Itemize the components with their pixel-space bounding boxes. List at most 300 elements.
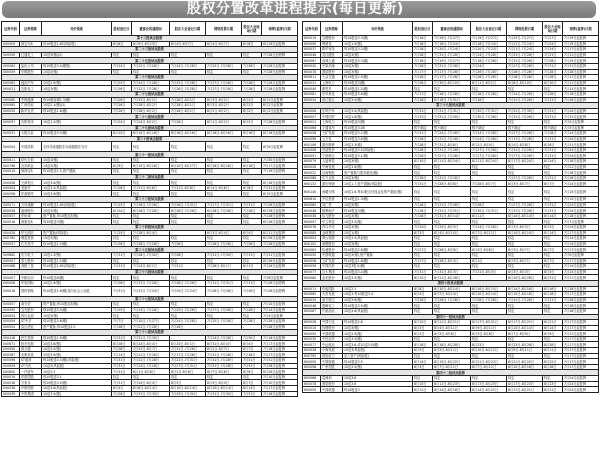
- online-voting-date-cell: 8月3日-8月4日: [206, 380, 242, 386]
- meeting-registration-date-cell: 8月11日-8月1日: [471, 80, 507, 86]
- record-date-cell: 待定: [112, 169, 132, 175]
- table-row: [2, 286, 298, 296]
- consideration-plan-cell: 资产置换,每10股送3(赠): [42, 213, 112, 219]
- communication-period-cell: 待定: [433, 308, 471, 314]
- stock-code-cell: 600040: [303, 86, 321, 92]
- table-row: [303, 286, 599, 292]
- meeting-date-cell: -: [242, 324, 262, 330]
- table-row: [303, 114, 599, 120]
- stock-code-cell: 600048: [303, 208, 321, 214]
- meeting-registration-date-cell: 7月27日-7月28日: [471, 147, 507, 153]
- communication-period-cell: 7月31日-8月8日: [433, 142, 471, 148]
- suspension-date-cell: 6月19日起复牌: [262, 41, 298, 47]
- stock-code-cell: 600028: [303, 320, 321, 326]
- consideration-plan-cell: 10送3.5(风险股): [343, 236, 413, 242]
- online-voting-date-cell: 7月31日-7月28日: [507, 97, 543, 103]
- online-voting-date-cell: 待定: [206, 374, 242, 380]
- meeting-date-cell: 8月14日: [543, 325, 563, 331]
- online-voting-date-cell: 8月4日-8月8日: [507, 142, 543, 148]
- online-voting-date-cell: 7月27日-7月28日: [507, 153, 543, 159]
- communication-period-cell: 8月11日-8月23日: [433, 381, 471, 387]
- suspension-date-cell: 8月5日起复牌: [262, 191, 298, 197]
- communication-period-cell: 待定: [433, 86, 471, 92]
- online-voting-date-cell: 8月10日-8月28日: [507, 275, 543, 281]
- meeting-date-cell: 7月30日: [242, 335, 262, 341]
- meeting-date-cell: 8月21日: [543, 320, 563, 326]
- record-date-cell: 8月14日: [413, 359, 433, 365]
- stock-code-cell: 600106: [303, 142, 321, 148]
- communication-period-cell: 7月27日-7月28日: [433, 153, 471, 159]
- meeting-registration-date-cell: 8月17日-8月23日: [471, 381, 507, 387]
- record-date-cell: 7月18日: [413, 41, 433, 47]
- communication-period-cell: 7月17日-7月28日: [433, 69, 471, 75]
- stock-code-cell: 600051: [303, 153, 321, 159]
- record-date-cell: 7月31日: [413, 114, 433, 120]
- table-row: [2, 41, 298, 47]
- consideration-plan-cell: 每10股送3(赠): [343, 119, 413, 125]
- stock-code-cell: 600081: [303, 91, 321, 97]
- online-voting-date-cell: 7月26日-7月28日: [507, 75, 543, 81]
- table-row: [303, 97, 599, 103]
- communication-period-cell: 待定: [433, 164, 471, 170]
- meeting-registration-date-cell: 7月18日: [471, 97, 507, 103]
- suspension-date-cell: 7月18日起复牌: [563, 308, 599, 314]
- meeting-date-cell: 待定: [242, 69, 262, 75]
- meeting-date-cell: 8月21日: [543, 387, 563, 393]
- meeting-registration-date-cell: 7月28日-8月1日: [170, 108, 206, 114]
- consideration-plan-cell: 10送3(赠): [343, 159, 413, 165]
- meeting-registration-date-cell: 7月28日-7月28日: [471, 297, 507, 303]
- meeting-date-cell: 7月28日: [543, 91, 563, 97]
- consideration-plan-cell: 10送1.6,每10股支付现金及资产重组(赠): [343, 187, 413, 197]
- consideration-plan-cell: 每10股送3(赠): [343, 80, 413, 86]
- stock-code-cell: 000016: [2, 286, 20, 296]
- consideration-plan-cell: 每10股送3.3(赠): [42, 131, 112, 137]
- table-row: [303, 75, 599, 81]
- record-date-cell: 7月31日: [112, 286, 132, 296]
- meeting-registration-date-cell: -: [170, 230, 206, 236]
- online-voting-date-cell: 待定: [206, 69, 242, 75]
- online-voting-date-cell: 7月27日-7月28日: [206, 80, 242, 86]
- consideration-plan-cell: 10送3.6(赠): [343, 297, 413, 303]
- meeting-registration-date-cell: 待定: [471, 197, 507, 203]
- consideration-plan-cell: 资产置换与债务重组(赠): [343, 170, 413, 176]
- stock-code-cell: 600056: [303, 264, 321, 270]
- online-voting-date-cell: 8月31日-8月4日: [206, 341, 242, 347]
- consideration-plan-cell: 每10股送3(赠): [42, 219, 112, 225]
- consideration-plan-cell: 10送3.6(风险股): [343, 308, 413, 314]
- communication-period-cell: 待定: [433, 236, 471, 242]
- record-date-cell: 7月31日: [112, 264, 132, 270]
- stock-code-cell: 000058: [2, 180, 20, 186]
- record-date-cell: 8月4日: [413, 292, 433, 298]
- section-label: 第三十八批试点股票: [2, 330, 298, 336]
- consideration-plan-cell: 每10股送3.5(赠): [42, 307, 112, 313]
- consideration-plan-cell: 10送3(赠): [343, 325, 413, 331]
- table-row: [2, 386, 298, 392]
- online-voting-date-cell: 7月31日-7月30日: [206, 252, 242, 258]
- stock-code-cell: 000019: [2, 374, 20, 380]
- online-voting-date-cell: 7月25日-7月27日: [507, 36, 543, 42]
- stock-name-cell: 莱钢股份: [321, 241, 343, 247]
- record-date-cell: 8月3日: [413, 230, 433, 236]
- online-voting-date-cell: 8月10日-8月14日: [206, 386, 242, 392]
- meeting-registration-date-cell: 7月24日-7月28日: [471, 131, 507, 137]
- suspension-date-cell: 7月28日起复牌: [563, 97, 599, 103]
- communication-period-cell: 待定: [132, 191, 170, 197]
- stock-name-cell: 中原高速: [321, 63, 343, 69]
- meeting-date-cell: 7月31日: [242, 252, 262, 258]
- stock-code-cell: 600132: [303, 181, 321, 187]
- communication-period-cell: 8月8日-8月14日: [132, 386, 170, 392]
- stock-name-cell: 博盈投资: [20, 236, 42, 242]
- stock-code-cell: 600038: [303, 213, 321, 219]
- record-date-cell: 待定: [413, 119, 433, 125]
- suspension-date-cell: 7月28日起复牌: [262, 80, 298, 86]
- suspension-date-cell: 7月31日起复牌: [262, 185, 298, 191]
- stock-name-cell: 华锦股份: [20, 69, 42, 75]
- record-date-cell: 7月28日: [413, 136, 433, 142]
- consideration-plan-cell: 每10股送1.5(赠): [42, 258, 112, 264]
- table-row: [2, 163, 298, 169]
- table-row: [2, 103, 298, 109]
- stock-name-cell: 辽通化工: [20, 52, 42, 58]
- record-date-cell: 7月28日: [413, 147, 433, 153]
- stock-code-cell: 600083: [303, 247, 321, 253]
- consideration-plan-cell: 每10股送3.08: [343, 125, 413, 131]
- meeting-registration-date-cell: 7月28日: [471, 202, 507, 208]
- meeting-date-cell: 7月31日: [543, 147, 563, 153]
- communication-period-cell: 8月7日-8月11日: [433, 364, 471, 370]
- meeting-registration-date-cell: -: [471, 275, 507, 281]
- stock-code-cell: 600058: [303, 258, 321, 264]
- meeting-date-cell: 7月28日: [242, 286, 262, 296]
- table-row: [303, 175, 599, 181]
- meeting-date-cell: 8月8日: [543, 142, 563, 148]
- stock-name-cell: 深深宝A: [20, 169, 42, 175]
- record-date-cell: 待定: [413, 187, 433, 197]
- section-label: 第二十七批试点股票: [2, 91, 298, 97]
- suspension-date-cell: 7月17日起复牌: [563, 336, 599, 342]
- meeting-registration-date-cell: 待定: [471, 252, 507, 258]
- suspension-date-cell: 7月17日起复牌: [563, 320, 599, 326]
- communication-period-cell: 7月28日-8月8日: [433, 247, 471, 253]
- record-date-cell: 待定: [413, 197, 433, 203]
- communication-period-cell: 7月31日-7月28日: [132, 280, 170, 286]
- online-voting-date-cell: 7月31日-7月28日: [507, 136, 543, 142]
- stock-code-cell: 600090: [303, 41, 321, 47]
- suspension-date-cell: 7月31日起复牌: [262, 252, 298, 258]
- stock-code-cell: 000796: [2, 163, 20, 169]
- meeting-date-cell: 8月7日: [543, 258, 563, 264]
- stock-name-cell: 宇通客车: [321, 125, 343, 131]
- meeting-registration-date-cell: 待定: [471, 241, 507, 247]
- suspension-date-cell: 7月21日起复牌: [563, 164, 599, 170]
- suspension-date-cell: 6月26日起复牌: [262, 208, 298, 214]
- meeting-registration-date-cell: -: [170, 335, 206, 341]
- suspension-date-cell: 7月19日起复牌: [563, 36, 599, 42]
- consideration-plan-cell: 10送3.3: [42, 369, 112, 375]
- table-row: [303, 364, 599, 370]
- online-voting-date-cell: 待定: [507, 241, 543, 247]
- meeting-registration-date-cell: 7月26日-7月28日: [170, 86, 206, 92]
- suspension-date-cell: 7月24日起复牌: [563, 387, 599, 393]
- stock-name-cell: 中远航运: [321, 342, 343, 348]
- meeting-registration-date-cell: 7月28日-8月1日: [170, 97, 206, 103]
- online-voting-date-cell: 7月31日-7月28日: [507, 147, 543, 153]
- online-voting-date-cell: 待定: [206, 219, 242, 225]
- record-date-cell: 7月28日: [413, 175, 433, 181]
- stock-name-cell: 福田汽车: [20, 80, 42, 86]
- suspension-date-cell: 8月16日起复牌: [262, 131, 298, 137]
- suspension-date-cell: 7月18日起复牌: [563, 159, 599, 165]
- online-voting-date-cell: 6月4日-6月7日: [206, 41, 242, 47]
- meeting-date-cell: 7月28日: [242, 63, 262, 69]
- meeting-registration-date-cell: 待定: [471, 164, 507, 170]
- stock-name-cell: 澄星股份: [321, 69, 343, 75]
- meeting-registration-date-cell: 8月16日-8月16日: [170, 131, 206, 137]
- meeting-registration-date-cell: 7月30日-7月28日: [471, 114, 507, 120]
- stock-code-cell: 000009: [2, 318, 20, 324]
- communication-period-cell: 7月21日-7月28日: [132, 352, 170, 358]
- suspension-date-cell: 7月28日起复牌: [262, 119, 298, 125]
- online-voting-date-cell: 7月27日-7月28日: [206, 86, 242, 92]
- stock-code-cell: 600021: [303, 80, 321, 86]
- online-voting-date-cell: 7月31日-7月28日: [507, 52, 543, 58]
- communication-period-cell: 待定: [132, 142, 170, 152]
- stock-name-cell: 华立科技: [321, 219, 343, 225]
- meeting-date-cell: 7月31日: [543, 297, 563, 303]
- record-date-cell: 7月14日: [112, 352, 132, 358]
- communication-period-cell: 7月31日-7月31日: [433, 208, 471, 214]
- consideration-plan-cell: 10送3.6(赠): [42, 180, 112, 186]
- record-date-cell: 7月31日: [413, 131, 433, 137]
- communication-period-cell: 7月24日-8月1日: [132, 264, 170, 270]
- meeting-registration-date-cell: 7月28日-8月7日: [471, 181, 507, 187]
- online-voting-date-cell: 7月24日-7月28日: [206, 335, 242, 341]
- meeting-registration-date-cell: 7月24日-7月28日: [471, 136, 507, 142]
- stock-name-cell: 民生投资: [20, 335, 42, 341]
- online-voting-date-cell: 8月17日-8月23日: [507, 381, 543, 387]
- table-row: [303, 213, 599, 219]
- suspension-date-cell: 7月28日起复牌: [262, 202, 298, 208]
- meeting-date-cell: 8月7日: [242, 380, 262, 386]
- communication-period-cell: 待定: [132, 275, 170, 281]
- consideration-plan-cell: 每10股送1.5,资产置换: [42, 169, 112, 175]
- consideration-plan-cell: 10送3.5(赠): [42, 391, 112, 397]
- meeting-registration-date-cell: 7月28日: [170, 252, 206, 258]
- table-row: [2, 335, 298, 341]
- consideration-plan-cell: 每10股送3.2(赠): [343, 47, 413, 53]
- meeting-date-cell: 7月28日: [242, 208, 262, 214]
- stock-code-cell: 000682: [2, 252, 20, 258]
- record-date-cell: 7月31日: [112, 369, 132, 375]
- record-date-cell: 7月28日: [413, 213, 433, 219]
- stock-name-cell: 广州药业: [20, 103, 42, 109]
- column-header: 证券代码: [303, 22, 321, 36]
- communication-period-cell: 7月31日-7月30日: [132, 335, 170, 341]
- section-label: 第十三批试点股票: [2, 36, 298, 42]
- table-row: [303, 258, 599, 264]
- consideration-plan-cell: 每10股送3.5(赠): [42, 380, 112, 386]
- meeting-registration-date-cell: 7月24日-7月28日: [170, 318, 206, 324]
- stock-name-cell: 武汉健民: [321, 52, 343, 58]
- stock-name-cell: 零七股份: [20, 258, 42, 264]
- stock-code-cell: 600102: [303, 241, 321, 247]
- page-title: 股权分置改革进程提示(每日更新): [187, 1, 404, 17]
- stock-code-cell: 000007: [2, 258, 20, 264]
- communication-period-cell: 7月31日-7月28日: [433, 114, 471, 120]
- meeting-registration-date-cell: 7月18日-7月24日: [471, 41, 507, 47]
- communication-period-cell: 6月26日-7月28日: [132, 208, 170, 214]
- consideration-plan-cell: 10送3(赠): [42, 236, 112, 242]
- suspension-date-cell: 7月24日起复牌: [563, 136, 599, 142]
- meeting-date-cell: 7月31日: [543, 63, 563, 69]
- meeting-date-cell: 7月28日: [543, 131, 563, 137]
- stock-name-cell: 中海发展: [321, 164, 343, 170]
- table-row: [303, 275, 599, 281]
- online-voting-date-cell: 8月7日-8月8日: [206, 369, 242, 375]
- stock-name-cell: 中国国贸: [321, 114, 343, 120]
- meeting-registration-date-cell: 6月4日-6月7日: [170, 41, 206, 47]
- consideration-plan-cell: 每10股送3.6(赠): [343, 91, 413, 97]
- suspension-date-cell: 7月17日起复牌: [262, 352, 298, 358]
- online-voting-date-cell: 8月10日-8月16日: [507, 364, 543, 370]
- meeting-registration-date-cell: 待定: [471, 303, 507, 309]
- meeting-date-cell: 8月2日: [242, 119, 262, 125]
- stock-name-cell: 深天健: [20, 346, 42, 352]
- communication-period-cell: 7月21日-7月28日: [433, 202, 471, 208]
- stock-name-cell: 中国联通: [321, 252, 343, 258]
- stock-name-cell: 美丽华: [20, 185, 42, 191]
- meeting-registration-date-cell: 7月24日-7月28日: [170, 63, 206, 69]
- suspension-date-cell: 8月2日起复牌: [262, 108, 298, 114]
- table-row: [2, 131, 298, 137]
- stock-name-cell: 东风汽车: [321, 108, 343, 114]
- suspension-date-cell: 7月7日起复牌: [563, 219, 599, 225]
- suspension-date-cell: 7月26日起复牌: [262, 264, 298, 270]
- meeting-date-cell: 待定: [543, 197, 563, 203]
- record-date-cell: 待定: [112, 180, 132, 186]
- record-date-cell: 7月31日: [112, 335, 132, 341]
- meeting-date-cell: 8月9日: [543, 331, 563, 337]
- stock-name-cell: 华联控股: [20, 386, 42, 392]
- suspension-date-cell: 7月28日起停牌: [262, 280, 298, 286]
- consideration-plan-cell: 10送3(风险股): [343, 348, 413, 354]
- record-date-cell: 7月31日: [413, 108, 433, 114]
- meeting-date-cell: 7月31日: [543, 136, 563, 142]
- consideration-plan-cell: 资产置换(风险股): [42, 230, 112, 236]
- suspension-date-cell: 7月24日起复牌: [563, 131, 599, 137]
- stock-code-cell: 600665: [303, 292, 321, 298]
- suspension-date-cell: 7月28日起复牌: [563, 297, 599, 303]
- communication-period-cell: 8月10日-8月16日: [132, 163, 170, 169]
- table-row: [303, 80, 599, 86]
- stock-name-cell: 华天酒店: [20, 230, 42, 236]
- stock-name-cell: ST天化: [20, 363, 42, 369]
- meeting-date-cell: 待定: [242, 258, 262, 264]
- table-row: [2, 86, 298, 92]
- record-date-cell: 7月31日: [112, 380, 132, 386]
- suspension-date-cell: 8月11日起复牌: [262, 230, 298, 236]
- meeting-date-cell: 7月28日: [242, 352, 262, 358]
- meeting-date-cell: 7月31日: [242, 363, 262, 369]
- stock-name-cell: 歌华有线: [321, 47, 343, 53]
- communication-period-cell: 7月22日-7月28日: [132, 358, 170, 364]
- stock-code-cell: 600086: [303, 175, 321, 181]
- stock-code-cell: 000009: [2, 41, 20, 47]
- communication-period-cell: 8月10日-8月16日: [132, 131, 170, 137]
- stock-code-cell: 000050: [2, 108, 20, 114]
- online-voting-date-cell: 待定: [206, 52, 242, 58]
- stock-code-cell: 600010: [303, 325, 321, 331]
- meeting-registration-date-cell: 待定: [170, 374, 206, 380]
- suspension-date-cell: 7月18日起复牌: [563, 175, 599, 181]
- online-voting-date-cell: 8月10日-8月14日: [507, 325, 543, 331]
- table-row: [303, 47, 599, 53]
- online-voting-date-cell: 8月3日-8月7日: [507, 258, 543, 264]
- stock-name-cell: 华润锦华: [20, 191, 42, 197]
- table-row: [303, 136, 599, 142]
- suspension-date-cell: 7月31日起复牌: [563, 114, 599, 120]
- suspension-date-cell: 7月18日起复牌: [563, 286, 599, 292]
- consideration-plan-cell: 10送3.6,或10送3.5(赠): [343, 342, 413, 348]
- online-voting-date-cell: 待定: [206, 142, 242, 152]
- meeting-registration-date-cell: 7月28日: [170, 241, 206, 247]
- meeting-registration-date-cell: 8月10日-8月14日: [170, 386, 206, 392]
- communication-period-cell: 7月24日-8月2日: [132, 119, 170, 125]
- stock-name-cell: 包钢股份: [321, 325, 343, 331]
- communication-period-cell: 待定: [132, 213, 170, 219]
- meeting-registration-date-cell: 待定: [471, 336, 507, 342]
- meeting-date-cell: 待定: [242, 374, 262, 380]
- stock-name-cell: 国恒铁路: [20, 286, 42, 296]
- stock-code-cell: 600046: [303, 52, 321, 58]
- stock-code-cell: 600026: [303, 164, 321, 170]
- suspension-date-cell: 8月26日起复牌: [262, 369, 298, 375]
- consideration-plan-cell: 10送3(赠): [343, 52, 413, 58]
- meeting-registration-date-cell: 待定: [170, 142, 206, 152]
- record-date-cell: 7月27日: [413, 258, 433, 264]
- meeting-registration-date-cell: 8月23日: [471, 342, 507, 348]
- communication-period-cell: 待定: [132, 69, 170, 75]
- suspension-date-cell: 7月17日起复牌: [563, 230, 599, 236]
- communication-period-cell: 7月26日-7月28日: [132, 202, 170, 208]
- communication-period-cell: 待定: [433, 376, 471, 382]
- right-table-panel: [302, 21, 598, 393]
- suspension-date-cell: 7月14日起复牌: [563, 241, 599, 247]
- online-voting-date-cell: 待定: [507, 197, 543, 203]
- suspension-date-cell: 7月18日起复牌: [262, 391, 298, 397]
- record-date-cell: 7月28日: [413, 202, 433, 208]
- table-row: [303, 292, 599, 298]
- consideration-plan-cell: 10送3(赠): [42, 86, 112, 92]
- section-label: 第三十二批试点股票: [2, 174, 298, 180]
- record-date-cell: 7月28日: [413, 63, 433, 69]
- communication-period-cell: 待定: [433, 219, 471, 225]
- consideration-plan-cell: 10送3.3(赠): [343, 142, 413, 148]
- suspension-date-cell: 7月10日起复牌: [262, 380, 298, 386]
- stock-name-cell: 葛洲坝: [321, 376, 343, 382]
- stock-code-cell: 000065: [2, 103, 20, 109]
- online-voting-date-cell: 7月21日-7月24日: [507, 41, 543, 47]
- record-date-cell: 8月11日: [413, 387, 433, 393]
- table-row: [2, 346, 298, 352]
- stock-code-cell: 600067: [303, 58, 321, 64]
- consideration-plan-cell: 每10股送3.3(赠): [343, 36, 413, 42]
- consideration-plan-cell: 10送3.6: [343, 381, 413, 387]
- stock-name-cell: 中国医药: [321, 264, 343, 270]
